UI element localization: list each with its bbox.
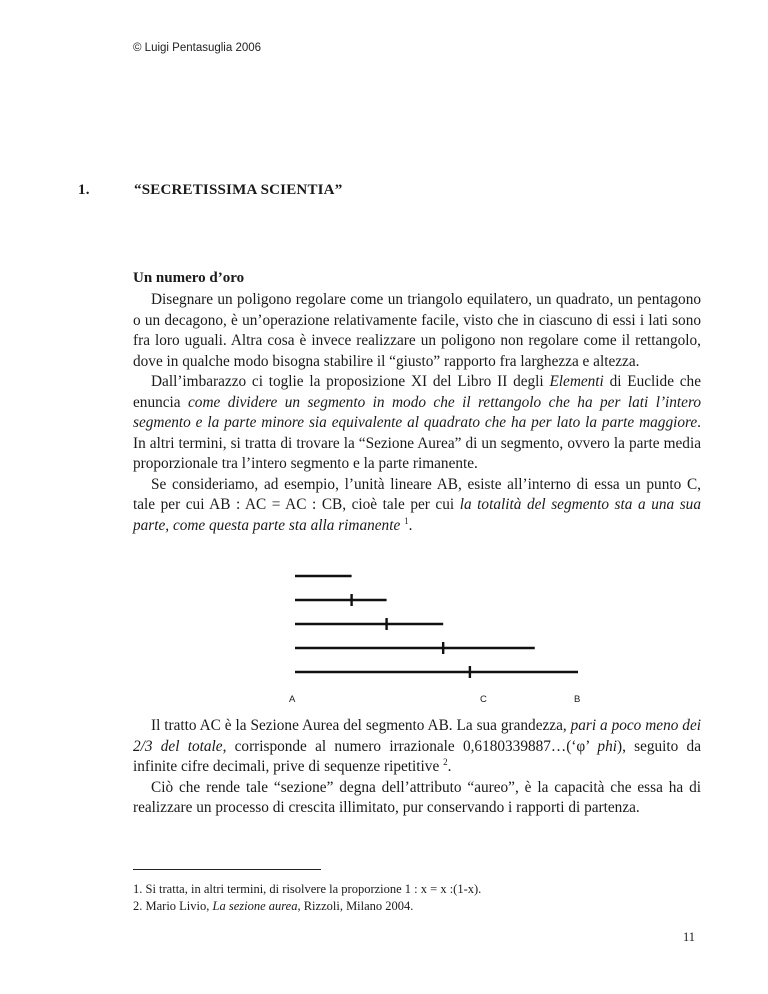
footnote-divider [133, 869, 321, 870]
text-span: , corrisponde al numero irrazionale 0,6180339887…(‘φ’ [222, 737, 598, 755]
footnote-1: 1. Si tratta, in altri termini, di risolvere la proporzione 1 : x = x :(1-x). [133, 882, 482, 896]
text-span: , Rizzoli, Milano 2004. [297, 899, 414, 913]
footnote-ref[interactable]: 2 [443, 756, 448, 767]
paragraph-4 [133, 716, 701, 778]
body-text-lower [133, 716, 701, 819]
chapter-title: “SECRETISSIMA SCIENTIA” [134, 182, 343, 198]
text-span: Se consideriamo, ad esempio, l’unità lineare AB, esiste all’interno di essa un punto C, tale per cui AB : AC = AC : CB, cioè tale per cui [133, 475, 701, 513]
paragraph-5: Ciò che rende tale “sezione” degna dell’attributo “aureo”, è la capacità che essa ha di realizzare un processo di crescita illimitato, pur conservando i rapporti di partenza. [133, 778, 701, 816]
italic-span: come dividere un segmento in modo che il rettangolo che ha per lati l’intero segmento e la parte minore sia equivalente al quadrato che ha per lato la parte maggiore [133, 393, 702, 431]
text-span: Il tratto AC è la Sezione Aurea del segmento AB. La sua grandezza, [151, 717, 571, 734]
segments-svg [280, 560, 590, 685]
footnote-2 [133, 898, 481, 915]
text-span: di Euclide che enuncia [133, 373, 701, 411]
footnote-ref[interactable]: 1 [404, 515, 409, 526]
text-span: ), seguito da infinite cifre decimali, prive di sequenze ripetitive [133, 737, 701, 775]
section-title: Un numero d’oro [133, 270, 245, 286]
italic-span: Elementi [549, 373, 604, 390]
paragraph-1: Disegnare un poligono regolare come un triangolo equilatero, un quadrato, un pentagono o un decagono, è un’operazione relativamente facile, visto che in ciascuno di essi i lati sono fra loro uguali. Altra cosa è invece realizzare un poligono non regolare come il rettangolo, dove in qualche modo bisogna stabilire il “giusto” rapporto fra larghezza e altezza. [133, 291, 701, 370]
page-number: 11 [683, 930, 696, 944]
text-span: . [408, 516, 413, 534]
paragraph-2 [133, 372, 701, 475]
text-span: . [447, 758, 452, 775]
footnotes [133, 881, 481, 915]
copyright-header: © Luigi Pentasuglia 2006 [133, 42, 262, 54]
paragraph-3 [133, 475, 701, 537]
italic-span: La sezione aurea [212, 899, 298, 913]
italic-span: phi [597, 737, 617, 755]
italic-span: pari a poco meno dei 2/3 del totale [133, 717, 701, 755]
golden-section-diagram [280, 560, 590, 685]
italic-span: la totalità del segmento sta a una sua parte, come questa parte sta alla rimanente [133, 496, 701, 534]
text-span: . In altri termini, si tratta di trovare la “Sezione Aurea” di un segmento, ovvero la parte media proporzionale tra l’intero segmento e la parte rimanente. [133, 414, 701, 472]
text-span: Dall’imbarazzo ci toglie la proposizione XI del Libro II degli [151, 373, 550, 390]
label-a: A [289, 694, 296, 705]
chapter-number: 1. [78, 182, 90, 198]
label-c: C [480, 694, 487, 705]
label-b: B [574, 694, 581, 705]
body-text-upper [133, 290, 701, 536]
text-span: 2. Mario Livio, [133, 899, 213, 913]
